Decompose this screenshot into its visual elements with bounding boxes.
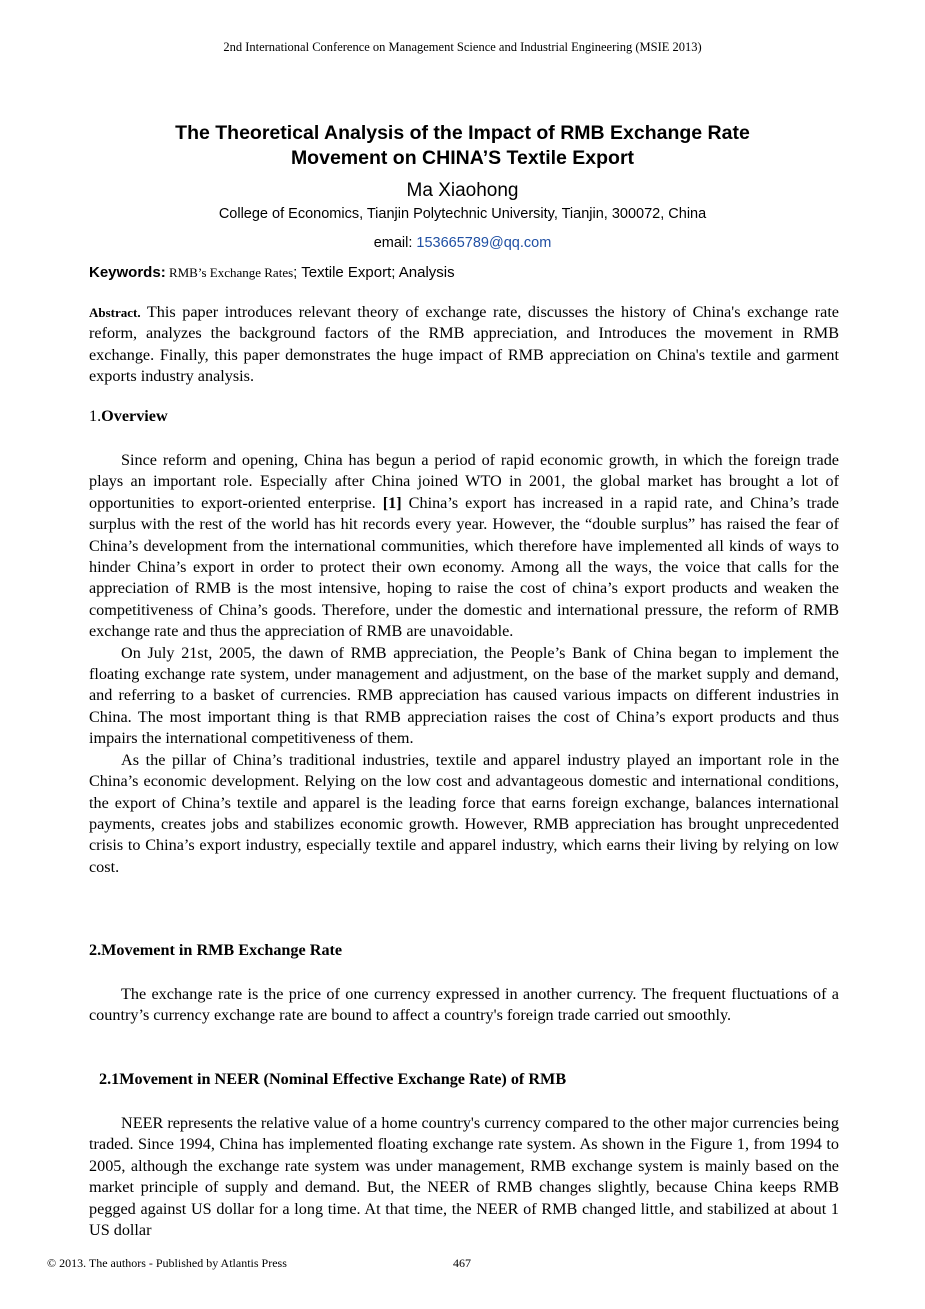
section-2-title: 2.Movement in RMB Exchange Rate: [89, 941, 343, 959]
keywords-label: Keywords:: [89, 264, 166, 281]
author-name: Ma Xiaohong: [406, 180, 519, 201]
author-email: [0, 235, 925, 251]
author-affiliation: College of Economics, Tianjin Polytechnic University, Tianjin, 300072, China: [218, 206, 707, 222]
abstract: [89, 302, 839, 388]
paragraph-text: China’s export has increased in a rapid rate, and China’s trade surplus with the rest of the world has hit records every year. However, the “double surplus” has raised the fear of China’s development from the international communities, which therefore have implemented all kinds of ways to hinder China’s export in order to protect their own economy. Among all the ways, the voice that calls for the appreciation of RMB is the most intensive, hoping to raise the cost of china’s export products and weaken the competitiveness of China’s goods. Therefore, under the domestic and international pressure, the reform of RMB exchange rate and thus the appreciation of RMB are unavoidable.: [89, 493, 839, 641]
section-2-1-body: [89, 1113, 839, 1241]
conference-header: 2nd International Conference on Management Science and Industrial Engineering (MSIE 2013): [223, 40, 702, 54]
abstract-label: Abstract.: [89, 305, 141, 320]
section-2-paragraph-1: The exchange rate is the price of one currency expressed in another currency. The frequent fluctuations of a country’s currency exchange rate are bound to affect a country's foreign trade carried out smoothly.: [89, 985, 839, 1025]
page-number: 467: [453, 1256, 471, 1270]
section-2-1-paragraph-1: NEER represents the relative value of a home country's currency compared to the other major currencies being traded. Since 1994, China has implemented floating exchange rate system. As shown in the Figure 1, from 1994 to 2005, although the exchange rate system was under management, RMB exchange system is mainly based on the market principle of supply and demand. But, the NEER of RMB changes slightly, because China keeps RMB pegged against US dollar for a long time. At that time, the NEER of RMB changed little, and stabilized at about 1 US dollar: [89, 1114, 839, 1240]
section-1-paragraph-2: On July 21st, 2005, the dawn of RMB appreciation, the People’s Bank of China began to implement the floating exchange rate system, under management and adjustment, on the base of the market supply and demand, and referring to a basket of currencies. RMB appreciation has caused various impacts on different industries in China. The most important thing is that RMB appreciation raises the cost of China’s export products and thus impairs the international competitiveness of them.: [89, 643, 839, 748]
section-1-title: Overview: [101, 407, 168, 425]
citation-1: [1]: [382, 493, 402, 512]
section-1-body: [89, 450, 839, 878]
section-1-paragraph-1: [89, 450, 839, 643]
section-1-number: 1.: [89, 407, 102, 425]
section-2-1-heading: [99, 1070, 566, 1089]
section-1-paragraph-3: As the pillar of China’s traditional industries, textile and apparel industry played an important role in the China’s economic development. Relying on the low cost and advantageous domestic and international conditions, the export of China’s textile and apparel is the leading force that earns foreign exchange, balances international payments, creates jobs and stabilizes economic growth. However, RMB appreciation has brought unprecedented crisis to China’s export industry, especially textile and apparel industry, which earns their living by relying on low cost.: [89, 750, 839, 876]
section-2-body: [89, 984, 839, 1027]
paragraph-text: Since reform and opening, China has begun a period of rapid economic growth, in which the foreign trade plays an important role. Especially after China joined WTO in 2001, the global market has brought a lot of opportunities to export-oriented enterprise.: [89, 451, 839, 512]
keywords-rest: ; Textile Export; Analysis: [293, 264, 455, 281]
abstract-text: This paper introduces relevant theory of exchange rate, discusses the history of China's exchange rate reform, analyzes the background factors of the RMB appreciation, and Introduces the movement in RMB exchange. Finally, this paper demonstrates the huge impact of RMB appreciation on China's textile and garment exports industry analysis.: [89, 303, 839, 386]
title-line-1: The Theoretical Analysis of the Impact of RMB Exchange Rate: [175, 122, 750, 144]
keyword-first: RMB’s Exchange Rates: [165, 265, 294, 280]
section-2-1-title: 2.1Movement in NEER (Nominal Effective Exchange Rate) of RMB: [99, 1070, 567, 1088]
section-1-heading: [89, 407, 168, 426]
email-link[interactable]: 153665789@qq.com: [416, 235, 552, 251]
footer-copyright: © 2013. The authors - Published by Atlantis Press: [47, 1256, 287, 1270]
abstract-paragraph: [89, 302, 839, 388]
email-label: email:: [373, 235, 417, 251]
keywords-line: [89, 264, 455, 281]
title-line-2: Movement on CHINA’S Textile Export: [290, 147, 635, 169]
paper-title: [60, 121, 865, 171]
section-2-heading: [89, 941, 342, 960]
